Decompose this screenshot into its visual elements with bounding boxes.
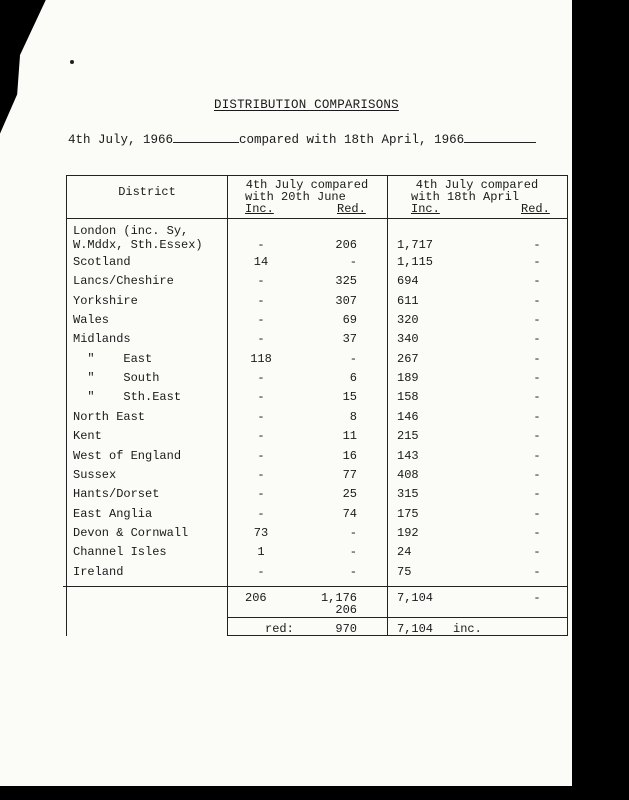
column-divider (227, 176, 228, 636)
june-red-value: - (349, 525, 357, 540)
district-name: Lancs/Cheshire (73, 274, 174, 289)
april-red-value: - (533, 351, 541, 366)
june-inc-value: - (257, 293, 265, 308)
district-name: North East (73, 409, 146, 424)
june-inc-value: - (257, 332, 265, 347)
district-name: Channel Isles (73, 545, 167, 560)
blank-line (173, 132, 239, 143)
june-inc-value: - (257, 429, 265, 444)
june-red-value: 325 (335, 274, 357, 289)
june-inc-value: - (257, 313, 265, 328)
june-red-value: 11 (342, 429, 357, 444)
june-red-value: 37 (342, 332, 357, 347)
april-inc-value: 320 (397, 313, 419, 328)
june-inc-value: 14 (253, 255, 269, 269)
total-june-inc: 206 (245, 591, 267, 605)
header-june-line1: 4th July compared (245, 178, 369, 192)
totals-rule (63, 586, 567, 587)
april-red-value: - (533, 448, 541, 463)
district-name: Midlands (73, 332, 131, 347)
net-april-label: inc. (453, 622, 482, 636)
april-inc-value: 24 (397, 545, 412, 560)
header-district: District (118, 185, 176, 199)
april-red-value: - (533, 506, 541, 521)
scan-border-bottom (0, 786, 629, 800)
header-april-red: Red. (521, 202, 550, 216)
june-inc-value: - (257, 487, 265, 502)
june-inc-value: 1 (257, 545, 265, 560)
april-red-value: - (533, 371, 541, 386)
june-inc-value: - (257, 238, 265, 252)
page-title: DISTRIBUTION COMPARISONS (214, 98, 399, 112)
april-red-value: - (533, 545, 541, 560)
april-inc-value: 694 (397, 274, 419, 289)
april-inc-value: 611 (397, 293, 419, 308)
net-rule (227, 617, 567, 618)
net-june-label: red: (265, 622, 294, 636)
district-name: West of England (73, 448, 182, 463)
district-name: Devon & Cornwall (73, 525, 189, 540)
june-inc-value: - (257, 371, 265, 386)
subtitle-compared: compared with 18th April, 1966 (239, 133, 465, 147)
april-red-value: - (533, 313, 541, 328)
april-inc-value: 192 (397, 525, 419, 540)
scan-border-right (572, 0, 629, 800)
net-april-value: 7,104 (397, 622, 434, 636)
header-rule (67, 218, 567, 219)
april-inc-value: 175 (397, 506, 419, 521)
april-inc-value: 1,115 (397, 255, 434, 269)
april-inc-value: 158 (397, 390, 419, 405)
june-inc-value: - (257, 564, 265, 579)
total-june-red: 1,176 (320, 591, 357, 605)
june-red-value: - (349, 564, 357, 579)
header-june-red: Red. (337, 202, 366, 216)
april-red-value: - (533, 409, 541, 424)
district-name: " Sth.East (73, 390, 182, 405)
june-inc-value: 118 (250, 351, 272, 366)
ink-mark (70, 60, 74, 64)
june-inc-value: - (257, 274, 265, 289)
subtitle-line (68, 132, 536, 147)
june-red-value: 6 (349, 371, 357, 386)
april-red-value: - (533, 467, 541, 482)
june-inc-value: 73 (253, 525, 269, 540)
district-name: " South (73, 371, 160, 386)
april-inc-value: 315 (397, 487, 419, 502)
june-red-value: 8 (349, 409, 357, 424)
june-inc-value: - (257, 448, 265, 463)
june-red-value: 25 (342, 487, 357, 502)
june-red-value: - (349, 545, 357, 560)
june-red-value: 77 (342, 467, 357, 482)
district-name: Sussex (73, 467, 117, 482)
district-name: Kent (73, 429, 102, 444)
april-red-value: - (533, 293, 541, 308)
district-name: London (inc. Sy, W.Mddx, Sth.Essex) (73, 224, 203, 252)
header-june-inc: Inc. (245, 202, 274, 216)
header-april-inc: Inc. (411, 202, 440, 216)
april-red-value: - (533, 255, 541, 269)
june-red-value: - (349, 351, 357, 366)
june-red-value: 206 (335, 238, 357, 252)
april-red-value: - (533, 429, 541, 444)
april-red-value: - (533, 487, 541, 502)
district-name: Hants/Dorset (73, 487, 160, 502)
district-name: Ireland (73, 564, 124, 579)
total-april-red: - (533, 591, 541, 605)
june-inc-value: - (257, 467, 265, 482)
june-red-value: - (349, 255, 357, 269)
april-red-value: - (533, 564, 541, 579)
district-name: East Anglia (73, 506, 153, 521)
subtitle-date: 4th July, 1966 (68, 133, 174, 147)
april-red-value: - (533, 274, 541, 289)
district-name: " East (73, 351, 153, 366)
april-red-value: - (533, 238, 541, 252)
header-april-line1: 4th July compared (415, 178, 539, 192)
april-inc-value: 267 (397, 351, 419, 366)
june-inc-value: - (257, 506, 265, 521)
june-inc-value: - (257, 409, 265, 424)
total-april-inc: 7,104 (397, 591, 434, 605)
april-inc-value: 189 (397, 371, 419, 386)
june-inc-value: - (257, 390, 265, 405)
june-red-value: 74 (342, 506, 357, 521)
april-inc-value: 75 (397, 564, 412, 579)
distribution-table (66, 175, 568, 636)
june-red-value: 15 (342, 390, 357, 405)
april-inc-value: 408 (397, 467, 419, 482)
june-red-value: 307 (335, 293, 357, 308)
column-divider (387, 176, 388, 636)
header-april-line2: with 18th April (411, 190, 520, 204)
april-red-value: - (533, 332, 541, 347)
april-inc-value: 143 (397, 448, 419, 463)
total-june-red-sub: 206 (335, 603, 357, 617)
april-inc-value: 146 (397, 409, 419, 424)
district-name: Wales (73, 313, 110, 328)
blank-line (464, 132, 536, 143)
april-inc-value: 1,717 (397, 238, 434, 252)
june-red-value: 69 (342, 313, 357, 328)
june-red-value: 16 (342, 448, 357, 463)
april-inc-value: 340 (397, 332, 419, 347)
april-inc-value: 215 (397, 429, 419, 444)
district-name: Yorkshire (73, 293, 138, 308)
district-name: Scotland (73, 255, 131, 269)
net-june-value: 970 (335, 622, 357, 636)
april-red-value: - (533, 390, 541, 405)
april-red-value: - (533, 525, 541, 540)
header-june-line2: with 20th June (245, 190, 346, 204)
